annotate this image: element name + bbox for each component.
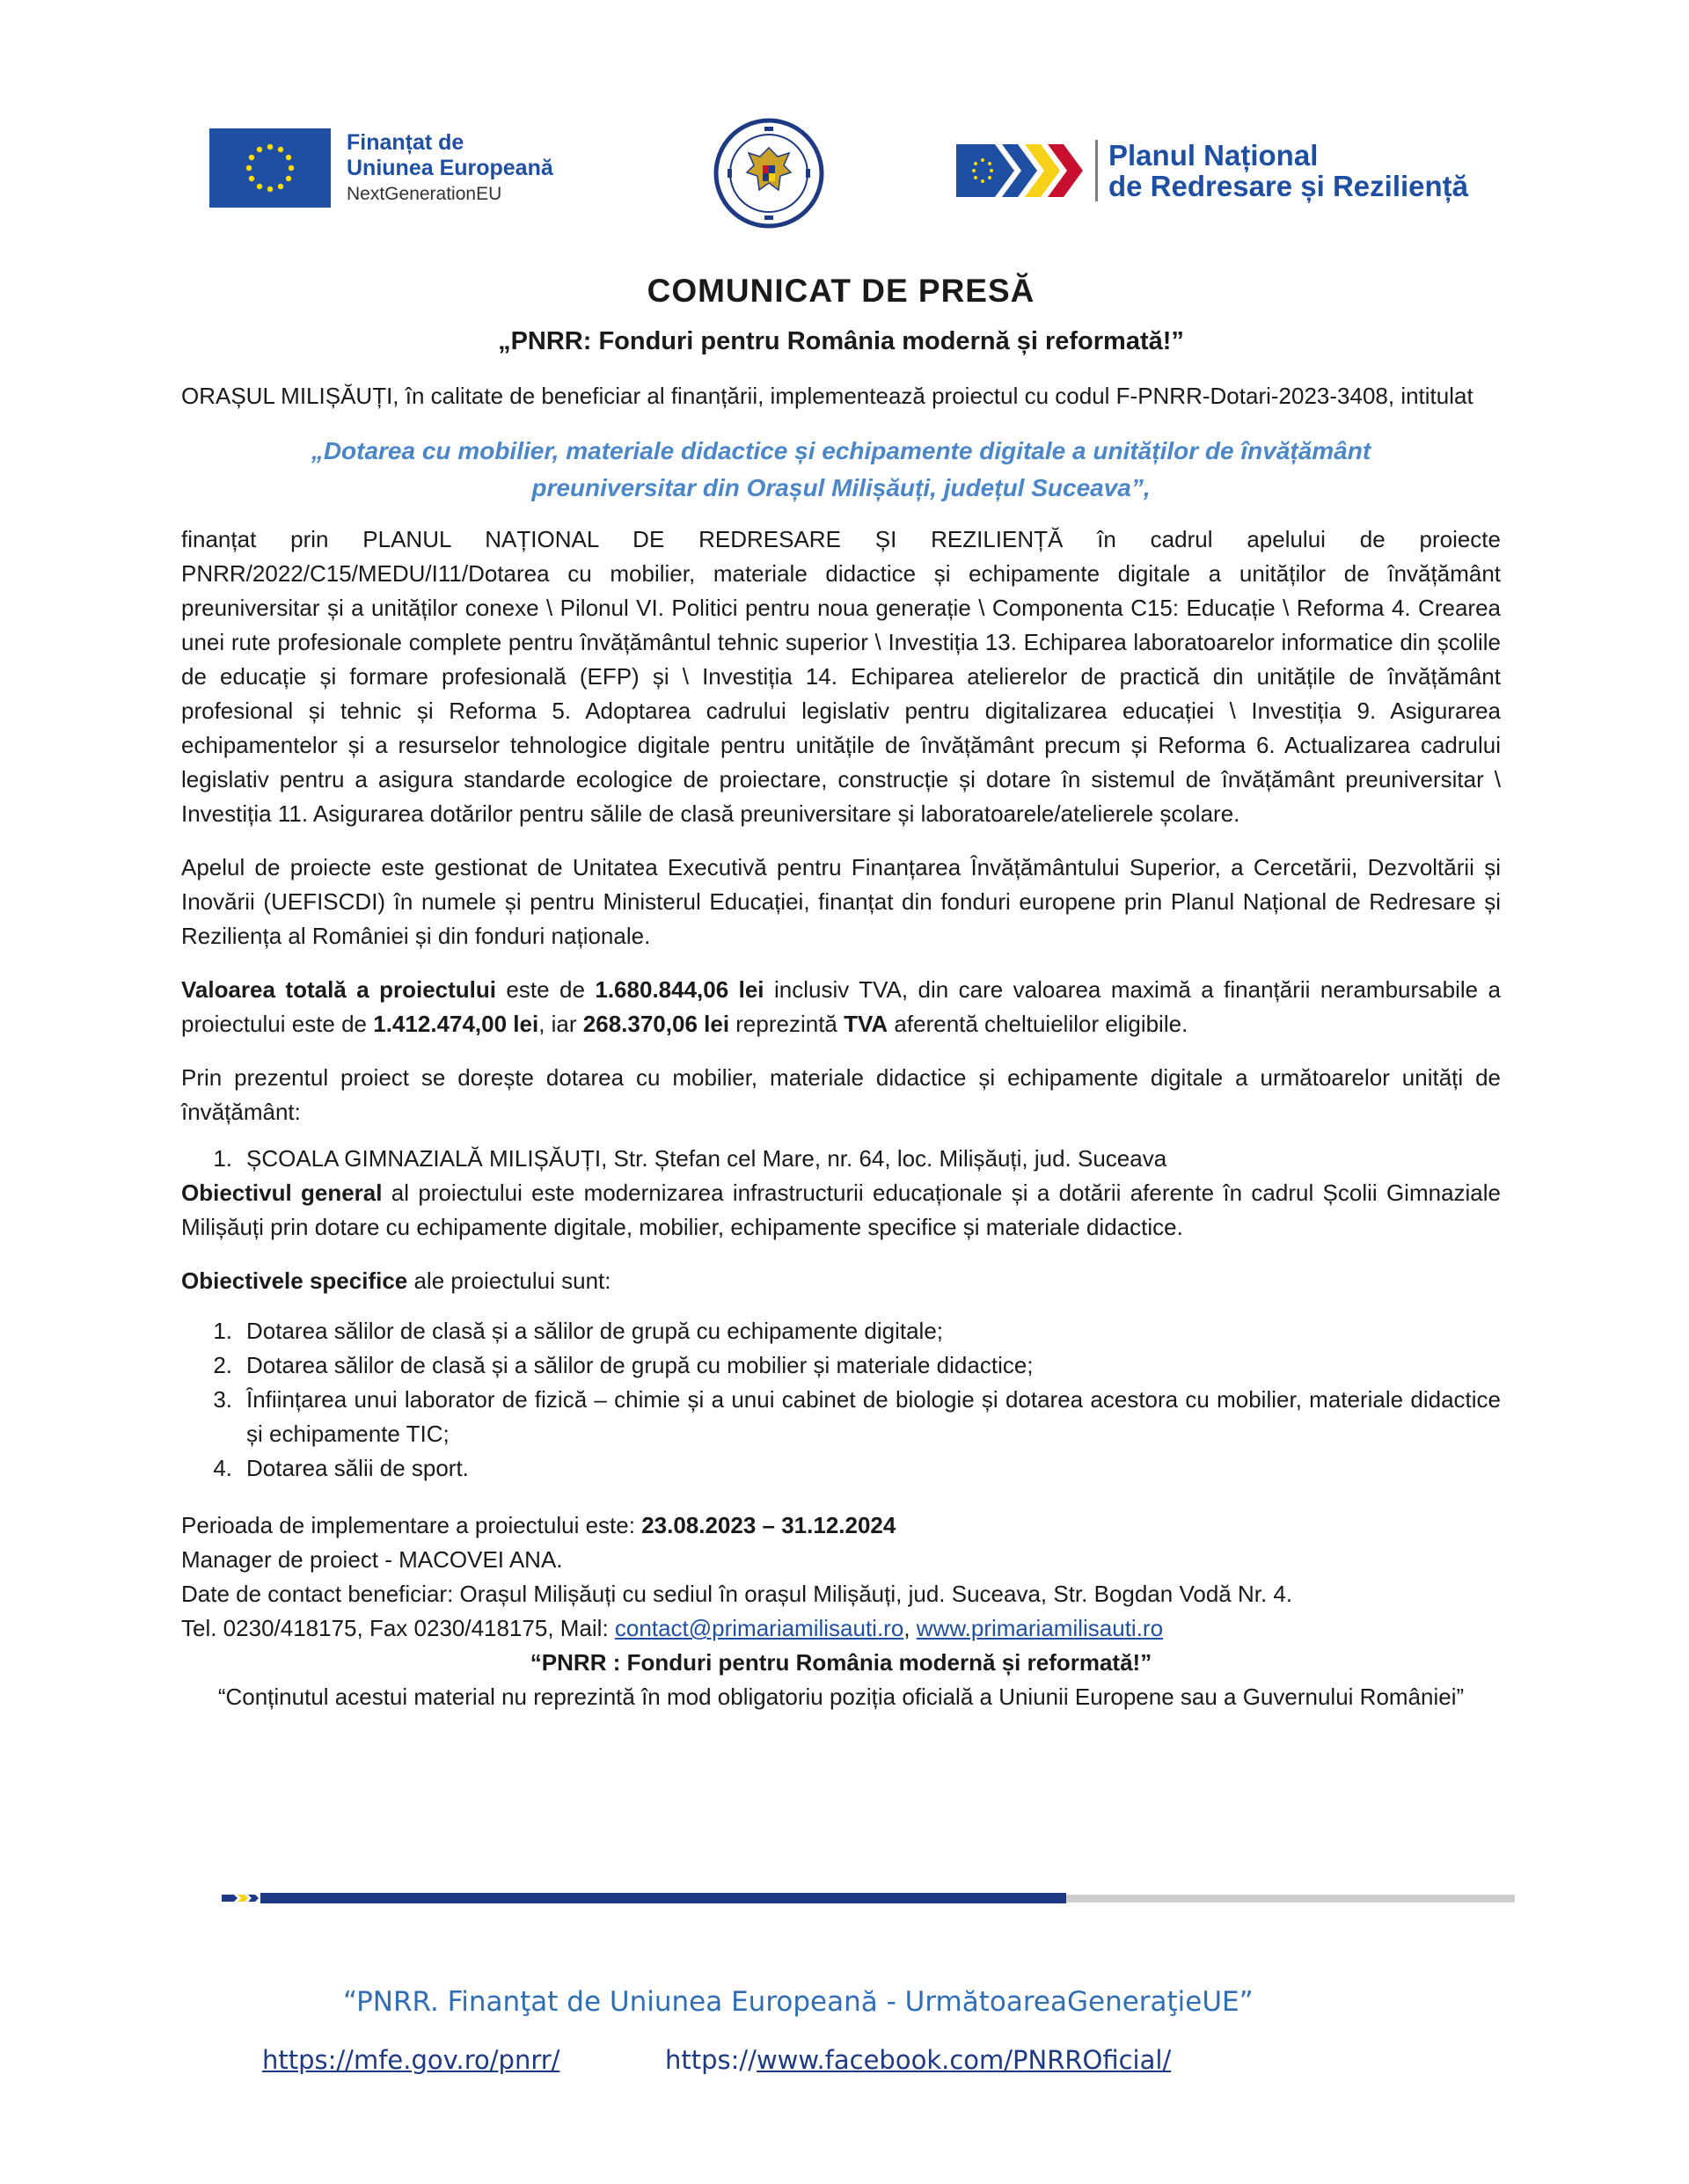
project-title: „Dotarea cu mobilier, materiale didactice și echipamente digitale a unităților de învățământ preuniversitar din Orașul Milișăuți, județul Suceava”, — [311, 437, 1371, 501]
specific-objectives-label: Obiectivele specifice — [181, 1267, 408, 1294]
contact-phone-line — [181, 1611, 1501, 1646]
project-value-paragraph — [181, 973, 1501, 1041]
eu-funding-logo — [209, 128, 553, 208]
list-item-number: 2. — [213, 1352, 232, 1378]
call-paragraph: Apelul de proiecte este gestionat de Unitatea Executivă pentru Finanțarea Învățământului Superior, a Cercetării, Dezvoltării și Inovării (UEFISCDI) în numele și pentru Ministerul Educației, finanțat din fonduri europene prin Planul Național de Redresare și Reziliența al României și din fonduri naționale. — [181, 854, 1501, 949]
list-item — [181, 1383, 1501, 1451]
list-item-number: 1. — [213, 1318, 232, 1344]
eu-logo-line2: Uniunea Europeană — [347, 155, 553, 180]
separator: , — [903, 1615, 917, 1641]
list-item-text: Dotarea sălilor de clasă și a sălilor de grupă cu mobilier și materiale didactice; — [246, 1352, 1034, 1378]
specific-objectives-list — [181, 1314, 1501, 1486]
document-title: COMUNICAT DE PRESĂ — [647, 273, 1035, 309]
footer-mfe-link[interactable]: https://mfe.gov.ro/pnrr/ — [262, 2045, 560, 2075]
intro-paragraph: ORAȘUL MILIȘĂUȚI, în calitate de beneficiar al finanțării, implementează proiectul cu codul F-PNRR-Dotari-2023-3408, intitulat — [181, 383, 1473, 409]
specific-objectives-text: ale proiectului sunt: — [407, 1267, 611, 1294]
footer-bar-blue — [260, 1893, 1066, 1903]
pnrr-logo-line1: Planul Național — [1108, 139, 1319, 172]
list-item-text: Dotarea sălii de sport. — [246, 1455, 469, 1481]
specific-objectives-intro — [181, 1264, 1501, 1298]
general-objective-text: al proiectului este modernizarea infrastructurii educaționale și a dotării aferente în cadrul Școlii Gimnaziale Milișăuți prin dotare cu echipamente digitale, mobilier, echipamente specifice și materiale didactice. — [181, 1180, 1502, 1240]
contact-address: Date de contact beneficiar: Orașul Milișăuți cu sediul în orașul Milișăuți, jud. Suceava, Str. Bogdan Vodă Nr. 4. — [181, 1581, 1293, 1607]
list-item-text: Dotarea sălilor de clasă și a sălilor de grupă cu echipamente digitale; — [246, 1318, 943, 1344]
closing-slogan-text: “PNRR : Fonduri pentru România modernă și reformată!” — [530, 1649, 1152, 1676]
value-text-1: este de — [495, 976, 596, 1003]
period-label: Perioada de implementare a proiectului este: — [181, 1512, 642, 1538]
list-item-text: ȘCOALA GIMNAZIALĂ MILIȘĂUȚI, Str. Ștefan cel Mare, nr. 64, loc. Milișăuți, jud. Suceava — [246, 1145, 1167, 1172]
footer-bar-gray — [1066, 1895, 1515, 1903]
project-manager: Manager de proiect - MACOVEI ANA. — [181, 1546, 563, 1573]
value-text-5: aferentă cheltuielilor eligibile. — [888, 1011, 1188, 1037]
implementation-period — [181, 1508, 1501, 1543]
closing-slogan — [181, 1646, 1501, 1680]
footer-facebook-link[interactable] — [665, 2045, 1171, 2075]
footer-divider — [222, 1893, 1515, 1903]
list-item — [181, 1348, 1501, 1383]
list-item — [181, 1451, 1501, 1486]
document-subtitle: „PNRR: Fonduri pentru România modernă și reformată!” — [498, 327, 1184, 355]
romanian-government-seal-icon — [713, 118, 824, 229]
footer-facebook-link-rest: www.facebook.com/PNRROficial/ — [756, 2045, 1172, 2075]
value-text-2: inclusiv TVA, din care valoarea maximă a finanțării nerambursabile a proiectului este de — [181, 976, 1501, 1037]
list-item-text: Înființarea unui laborator de fizică – chimie și a unui cabinet de biologie și dotarea acestora cu mobilier, materiale didactice și echipamente TIC; — [246, 1386, 1501, 1447]
value-label: Valoarea totală a proiectului — [181, 976, 496, 1003]
list-item-number: 1. — [213, 1145, 232, 1172]
value-max-funding: 1.412.474,00 lei — [373, 1011, 539, 1037]
footer-slogan: “PNRR. Finanţat de Uniunea Europeană - UrmătoareaGeneraţieUE” — [343, 1986, 1254, 2018]
list-item-number: 4. — [213, 1455, 232, 1481]
footer-facebook-link-prefix: https:// — [665, 2045, 757, 2075]
phone-fax-text: Tel. 0230/418175, Fax 0230/418175, Mail: — [181, 1615, 615, 1641]
pnrr-logo-line2: de Redresare și Reziliență — [1108, 170, 1469, 202]
press-release-body — [181, 273, 1501, 1714]
pnrr-arrows-icon — [956, 132, 1086, 209]
value-vat-label: TVA — [844, 1011, 888, 1037]
value-text-3: , iar — [538, 1011, 583, 1037]
value-total: 1.680.844,06 lei — [595, 976, 764, 1003]
value-text-4: reprezintă — [729, 1011, 844, 1037]
eu-logo-line1: Finanțat de — [347, 129, 464, 155]
eu-logo-line3: NextGenerationEU — [347, 183, 502, 204]
financing-paragraph: finanțat prin PLANUL NAȚIONAL DE REDRESARE ȘI REZILIENȚĂ în cadrul apelului de proiecte PNRR/2022/C15/MEDU/I11/Dotarea cu mobilier, materiale didactice și echipamente digitale a unităților de învățământ preuniversitar și a unităților conexe \ Pilonul VI. Politici pentru noua generație \ Componenta C15: Educație \ Reforma 4. Crearea unei rute profesionale complete pentru învățământul tehnic superior \ Investiția 13. Echiparea laboratoarelor informatice din școlile de educație și formare profesională (EFP) și \ Investiția 14. Echiparea atelierelor de practică din unitățile de învățământ profesional și tehnic și Reforma 5. Adoptarea cadrului legislativ pentru digitalizarea educației \ Investiția 9. Asigurarea echipamentelor și a resurselor tehnologice digitale pentru unitățile de învățământ precum și Reforma 6. Actualizarea cadrului legislativ pentru a asigura standarde ecologice de proiectare, construcție și dotare în sistemul de învățământ preuniversitar \ Investiția 11. Asigurarea dotărilor pentru sălile de clasă preuniversitare și laboratoarele/atelierele școlare. — [181, 526, 1501, 827]
units-list — [181, 1142, 1501, 1176]
eu-flag-icon — [209, 128, 331, 208]
list-item — [181, 1142, 1501, 1176]
goal-intro-paragraph: Prin prezentul proiect se dorește dotarea cu mobilier, materiale didactice și echipamente digitale a următoarelor unități de învățământ: — [181, 1064, 1501, 1125]
footer-arrow-icon — [222, 1891, 260, 1905]
pnrr-logo — [956, 132, 1468, 209]
email-link[interactable]: contact@primariamilisauti.ro — [614, 1615, 904, 1641]
general-objective-paragraph — [181, 1176, 1501, 1245]
period-value: 23.08.2023 – 31.12.2024 — [641, 1512, 896, 1538]
list-item-number: 3. — [213, 1386, 232, 1413]
list-item — [181, 1314, 1501, 1348]
disclaimer: “Conținutul acestui material nu reprezintă în mod obligatoriu poziția oficială a Uniunii Europene sau a Guvernului României” — [217, 1684, 1465, 1710]
general-objective-label: Obiectivul general — [181, 1180, 383, 1206]
value-vat-amount: 268.370,06 lei — [582, 1011, 730, 1037]
website-link[interactable]: www.primariamilisauti.ro — [916, 1615, 1164, 1641]
